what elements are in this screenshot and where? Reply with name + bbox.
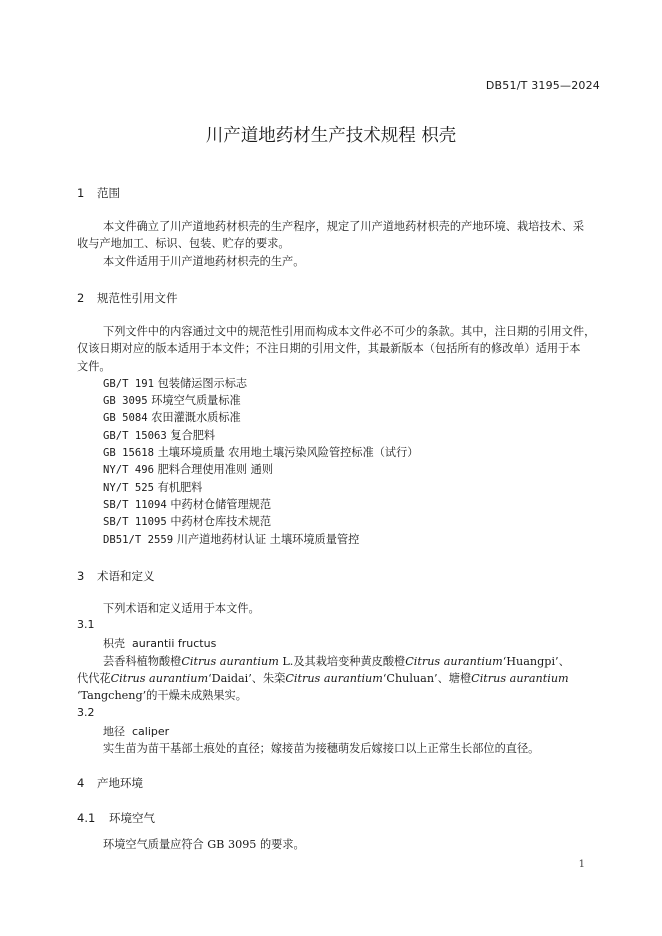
reference-item (103, 531, 359, 549)
reference-name: 土壤环境质量 农用地土壤污染风险管控标准（试行） (157, 446, 419, 459)
reference-item (103, 375, 247, 393)
term-chinese: 地径 (103, 725, 125, 738)
reference-code: SB/T 11094 (103, 499, 167, 511)
term-heading (103, 635, 216, 651)
reference-name: 农田灌溉水质标准 (151, 411, 241, 424)
term-number: 3.2 (77, 706, 95, 719)
paragraph-line: 收与产地加工、标识、包装、贮存的要求。 (77, 237, 290, 250)
reference-name: 有机肥料 (157, 481, 203, 494)
definition-text: 芸香科植物酸橙 (103, 655, 182, 668)
reference-code: GB 15618 (103, 447, 155, 459)
reference-item (103, 513, 271, 531)
reference-item (103, 461, 273, 479)
document-number: DB51/T 3195—2024 (485, 79, 600, 92)
latin-name: Citrus aurantium (181, 655, 279, 668)
paragraph-line: 本文件确立了川产道地药材枳壳的生产程序，规定了川产道地药材枳壳的产地环境、栽培技术、采 (103, 220, 585, 233)
term-chinese: 枳壳 (103, 637, 125, 650)
paragraph-line: 仅该日期对应的版本适用于本文件；不注日期的引用文件，其最新版本（包括所有的修改单）适用于本 (77, 342, 581, 355)
paragraph-line: 下列文件中的内容通过文中的规范性引用而构成本文件必不可少的条款。其中，注日期的引用文件， (103, 325, 596, 338)
reference-name: 川产道地药材认证 土壤环境质量管控 (176, 533, 360, 546)
definition-text: ‘Huangpi’、 (502, 655, 570, 668)
reference-code: GB 5084 (103, 412, 148, 424)
reference-item (103, 409, 241, 427)
definition-line (77, 670, 569, 687)
section-number: 2 (77, 291, 85, 305)
paragraph-line: 本文件适用于川产道地药材枳壳的生产。 (103, 255, 305, 268)
section-title: 范围 (97, 186, 120, 200)
subsection-number: 4.1 (77, 811, 96, 825)
latin-name: Citrus aurantium (405, 655, 503, 668)
reference-code: NY/T 496 (103, 464, 155, 476)
reference-item (103, 392, 241, 410)
latin-name: Citrus aurantium (471, 672, 569, 685)
paragraph-line: 环境空气质量应符合 GB 3095 的要求。 (103, 838, 305, 851)
term-english: caliper (132, 725, 170, 738)
reference-item (103, 427, 215, 445)
reference-code: GB/T 191 (103, 378, 155, 390)
definition-text: ‘Chuluan’、塘橙 (382, 672, 472, 685)
definition-line: 实生苗为苗干基部土痕处的直径；嫁接苗为接穗萌发后嫁接口以上正常生长部位的直径。 (103, 742, 540, 755)
definition-text: ‘Daidai’、朱栾 (208, 672, 286, 685)
paragraph-line: 下列术语和定义适用于本文件。 (103, 602, 260, 615)
section-2-heading (77, 290, 178, 306)
reference-name: 肥料合理使用准则 通则 (157, 463, 274, 476)
reference-name: 复合肥料 (170, 429, 216, 442)
section-number: 4 (77, 776, 85, 790)
reference-name: 中药材仓储管理规范 (170, 498, 272, 511)
reference-item (103, 496, 271, 514)
latin-name: Citrus aurantium (110, 672, 209, 685)
reference-code: SB/T 11095 (103, 516, 167, 528)
paragraph-line: 文件。 (77, 360, 111, 373)
reference-code: GB/T 15063 (103, 430, 167, 442)
reference-name: 中药材仓库技术规范 (170, 515, 272, 528)
reference-item (103, 444, 418, 462)
term-number: 3.1 (77, 618, 95, 631)
subsection-4-1-heading (77, 810, 155, 826)
section-1-heading (77, 185, 120, 201)
term-heading (103, 723, 169, 739)
reference-item (103, 479, 202, 497)
definition-line (103, 653, 570, 670)
section-title: 规范性引用文件 (97, 291, 178, 305)
section-title: 术语和定义 (97, 569, 155, 583)
term-english: aurantii fructus (132, 637, 217, 650)
reference-name: 环境空气质量标准 (151, 394, 241, 407)
reference-name: 包装储运图示标志 (157, 377, 248, 390)
page-number: 1 (578, 859, 585, 870)
reference-code: DB51/T 2559 (103, 534, 174, 546)
subsection-title: 环境空气 (109, 811, 155, 825)
section-number: 1 (77, 186, 85, 200)
document-title: 川产道地药材生产技术规程 枳壳 (205, 126, 457, 146)
section-4-heading (77, 775, 143, 791)
reference-code: GB 3095 (103, 395, 148, 407)
section-number: 3 (77, 569, 85, 583)
latin-name: Citrus aurantium (285, 672, 383, 685)
definition-line: ‘Tangcheng’的干燥未成熟果实。 (77, 689, 247, 702)
reference-code: NY/T 525 (103, 482, 155, 494)
section-3-heading (77, 568, 155, 584)
section-title: 产地环境 (97, 776, 143, 790)
definition-text: 代代花 (77, 672, 111, 685)
definition-text: L.及其栽培变种黄皮酸橙 (282, 655, 406, 668)
